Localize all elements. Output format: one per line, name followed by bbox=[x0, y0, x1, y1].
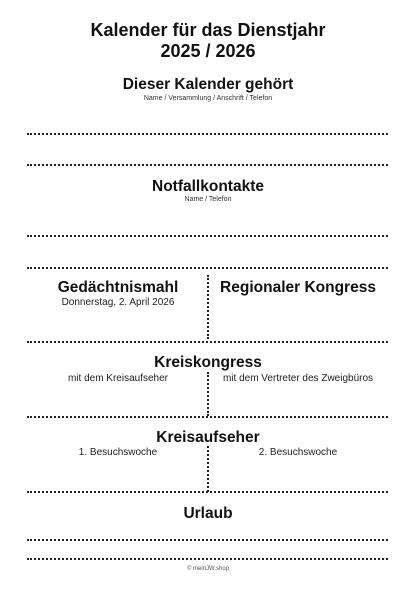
owner-subtitle: Name / Versammlung / Anschrift / Telefon bbox=[143, 95, 273, 102]
emergency-subtitle: Name / Telefon bbox=[184, 196, 232, 203]
circuit-assembly-line[interactable] bbox=[27, 416, 388, 418]
page-title: Kalender für das Dienstjahr bbox=[90, 20, 326, 40]
memorial-date: Donnerstag, 2. April 2026 bbox=[61, 297, 175, 308]
vacation-heading: Urlaub bbox=[183, 505, 233, 522]
circuit-overseer-heading: Kreisaufseher bbox=[156, 429, 260, 446]
circuit-assembly-heading: Kreiskongress bbox=[154, 354, 262, 371]
regional-heading: Regionaler Kongress bbox=[220, 279, 376, 296]
circuit-overseer-line[interactable] bbox=[27, 491, 388, 493]
circuit-assembly-divider bbox=[207, 372, 209, 416]
vacation-line-1[interactable] bbox=[27, 539, 388, 541]
owner-line-2[interactable] bbox=[27, 164, 388, 166]
emergency-line-1[interactable] bbox=[27, 235, 388, 237]
owner-heading: Dieser Kalender gehört bbox=[122, 76, 294, 93]
copyright-notice: © meinJW.shop bbox=[186, 566, 230, 572]
memorial-regional-divider bbox=[207, 275, 209, 339]
circuit-assembly-right: mit dem Vertreter des Zweigbüros bbox=[222, 373, 374, 384]
vacation-line-2[interactable] bbox=[27, 558, 388, 560]
emergency-line-2[interactable] bbox=[27, 267, 388, 269]
circuit-overseer-divider bbox=[207, 446, 209, 492]
owner-line-1[interactable] bbox=[27, 133, 388, 135]
emergency-heading: Notfallkontakte bbox=[152, 178, 264, 195]
circuit-overseer-left: 1. Besuchswoche bbox=[78, 447, 158, 458]
circuit-assembly-left: mit dem Kreisaufseher bbox=[67, 373, 169, 384]
circuit-overseer-right: 2. Besuchswoche bbox=[258, 447, 338, 458]
memorial-regional-line[interactable] bbox=[27, 341, 388, 343]
service-year: 2025 / 2026 bbox=[160, 41, 256, 61]
memorial-heading: Gedächtnismahl bbox=[57, 279, 179, 296]
